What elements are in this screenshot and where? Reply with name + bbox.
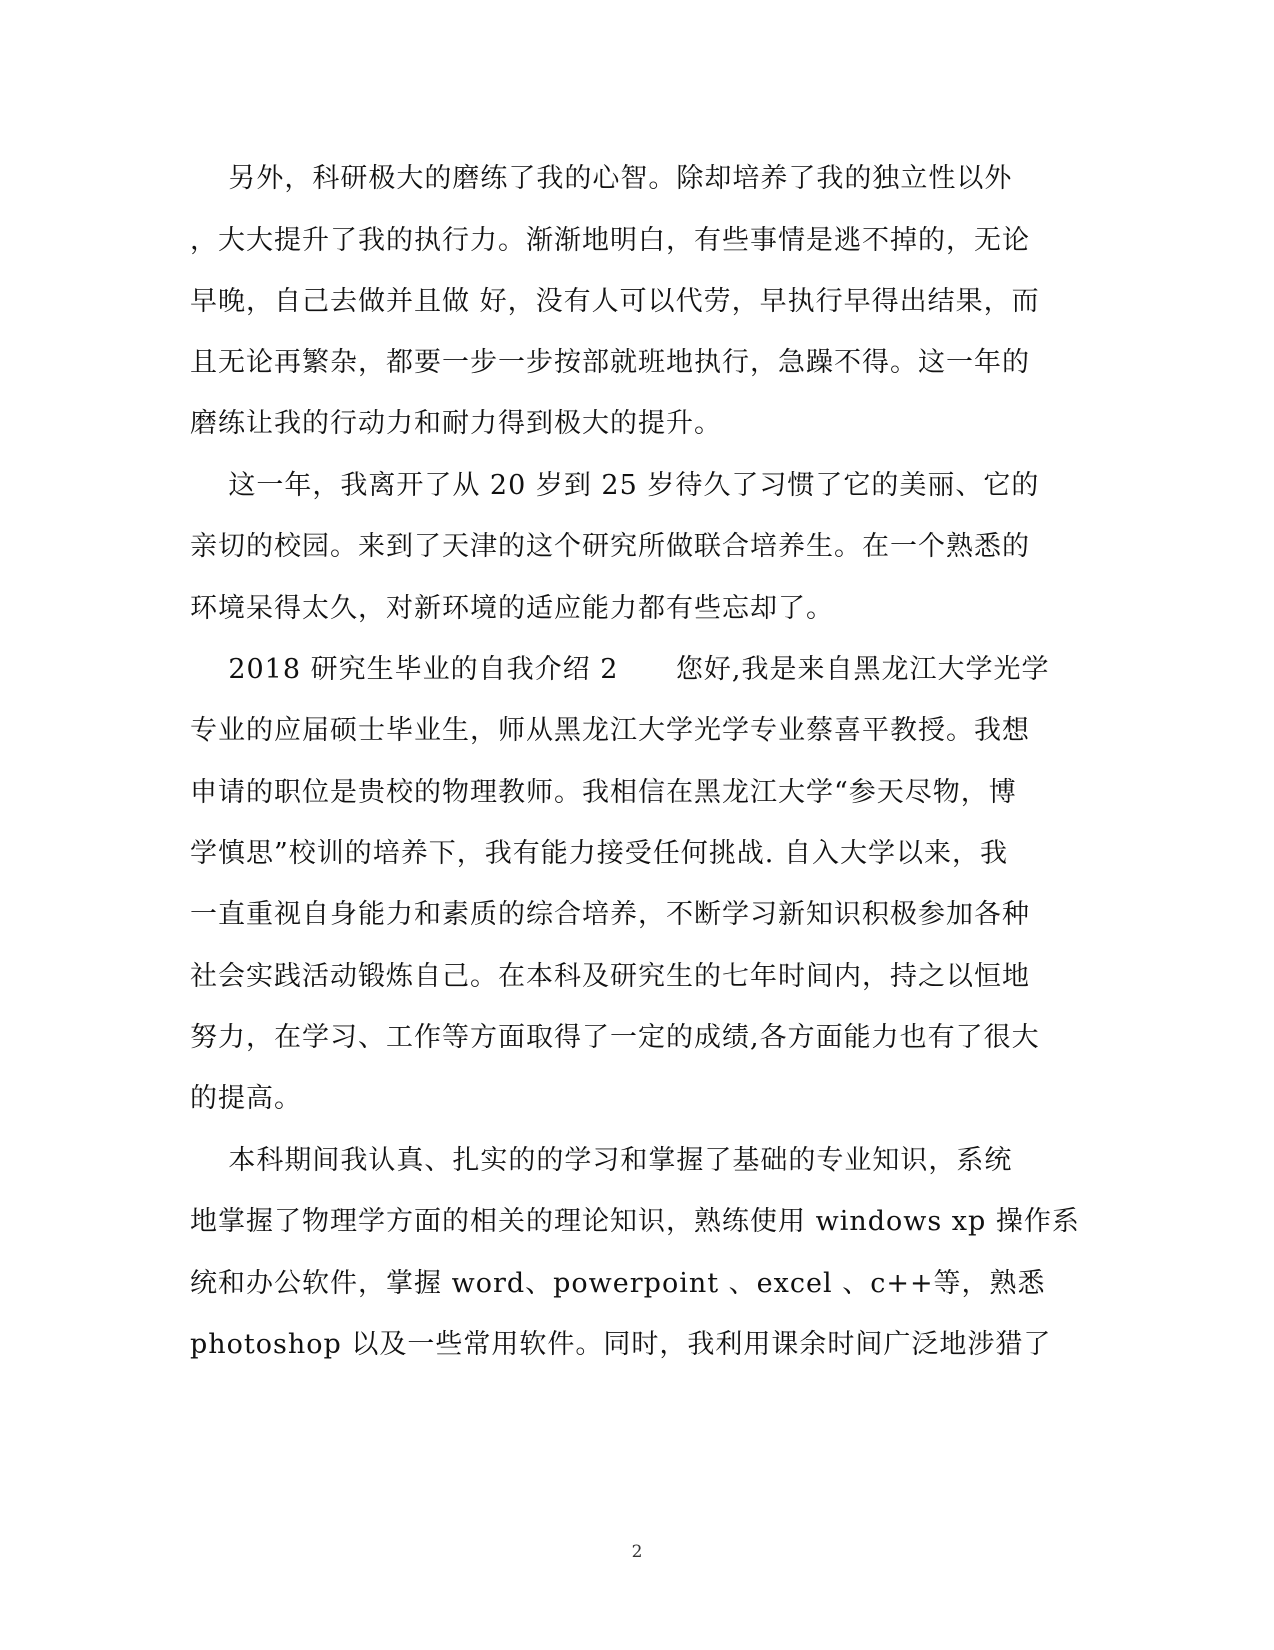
- text-line: 2018 研究生毕业的自我介绍 2 您好,我是来自黑龙江大学光学: [190, 654, 1050, 685]
- text-line: 环境呆得太久，对新环境的适应能力都有些忘却了。: [190, 593, 834, 624]
- text-line: 统和办公软件，掌握 word、powerpoint 、excel 、c++等，熟悉: [190, 1268, 1046, 1299]
- text-line: 学慎思”校训的培养下，我有能力接受任何挑战. 自入大学以来，我: [190, 838, 1008, 869]
- text-line: 且无论再繁杂，都要一步一步按部就班地执行，急躁不得。这一年的: [190, 347, 1030, 378]
- text-line: 地掌握了物理学方面的相关的理论知识，熟练使用 windows xp 操作系: [190, 1206, 1080, 1237]
- text-line: 早晚，自己去做并且做 好，没有人可以代劳，早执行早得出结果，而: [190, 286, 1040, 317]
- text-line: 申请的职位是贵校的物理教师。我相信在黑龙江大学“参天尽物，博: [190, 777, 1017, 808]
- text-line: 努力，在学习、工作等方面取得了一定的成绩,各方面能力也有了很大: [190, 1022, 1040, 1053]
- text-line: ，大大提升了我的执行力。渐渐地明白，有些事情是逃不掉的，无论: [190, 225, 1030, 256]
- page-number: 2: [631, 1542, 643, 1562]
- text-line: 亲切的校园。来到了天津的这个研究所做联合培养生。在一个熟悉的: [190, 531, 1030, 562]
- text-line: 这一年，我离开了从 20 岁到 25 岁待久了习惯了它的美丽、它的: [190, 470, 1040, 501]
- text-line: 社会实践活动锻炼自己。在本科及研究生的七年时间内，持之以恒地: [190, 961, 1030, 992]
- text-line: photoshop 以及一些常用软件。同时，我利用课余时间广泛地涉猎了: [190, 1329, 1052, 1360]
- text-line: 的提高。: [190, 1083, 302, 1114]
- text-line: 一直重视自身能力和素质的综合培养，不断学习新知识积极参加各种: [190, 899, 1030, 930]
- text-line: 专业的应届硕士毕业生，师从黑龙江大学光学专业蔡喜平教授。我想: [190, 715, 1030, 746]
- text-line: 本科期间我认真、扎实的的学习和掌握了基础的专业知识，系统: [190, 1145, 1013, 1176]
- text-line: 磨练让我的行动力和耐力得到极大的提升。: [190, 408, 722, 439]
- text-line: 另外，科研极大的磨练了我的心智。除却培养了我的独立性以外: [190, 163, 1013, 194]
